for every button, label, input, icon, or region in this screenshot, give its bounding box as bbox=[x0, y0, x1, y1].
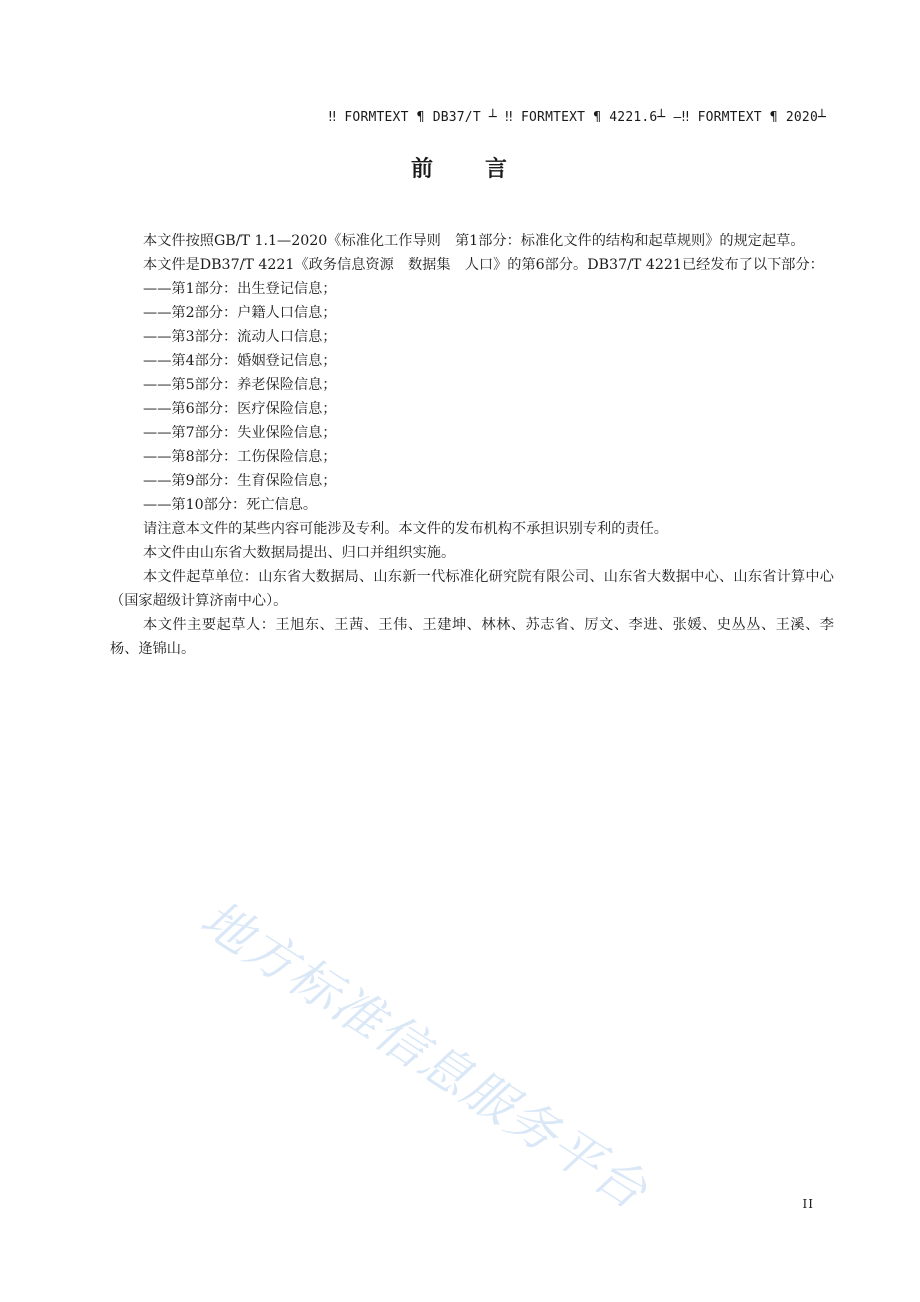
paragraph-proposer: 本文件由山东省大数据局提出、归口并组织实施。 bbox=[143, 545, 456, 561]
list-item: ——第7部分：失业保险信息； bbox=[143, 425, 337, 441]
page-number: II bbox=[802, 1197, 814, 1211]
paragraph-drafting-rules: 本文件按照GB/T 1.1—2020《标准化工作导则 第1部分：标准化文件的结构和起草规则》的规定起草。 bbox=[143, 233, 805, 249]
watermark: 地方标准信息服务平台 bbox=[190, 889, 659, 1222]
list-item: ——第9部分：生育保险信息； bbox=[143, 473, 337, 489]
title-char-2: 言 bbox=[485, 157, 510, 182]
list-item: ——第2部分：户籍人口信息； bbox=[143, 305, 337, 321]
paragraph-drafters: 本文件主要起草人：王旭东、王茜、王伟、王建坤、林林、苏志省、厉文、李进、张媛、史丛丛、王溪、李杨、逄锦山。 bbox=[110, 617, 834, 657]
list-item: ——第5部分：养老保险信息； bbox=[143, 377, 337, 393]
paragraph-drafting-units: 本文件起草单位：山东省大数据局、山东新一代标准化研究院有限公司、山东省大数据中心、山东省计算中心（国家超级计算济南中心）。 bbox=[110, 569, 834, 609]
list-item: ——第4部分：婚姻登记信息； bbox=[143, 353, 337, 369]
title-char-1: 前 bbox=[410, 157, 435, 182]
list-item: ——第1部分：出生登记信息； bbox=[143, 281, 337, 297]
list-item: ——第6部分：医疗保险信息； bbox=[143, 401, 337, 417]
list-item: ——第10部分：死亡信息。 bbox=[143, 497, 318, 513]
paragraph-series-intro: 本文件是DB37/T 4221《政务信息资源 数据集 人口》的第6部分。DB37/T 4221已经发布了以下部分： bbox=[143, 257, 824, 273]
page-title bbox=[0, 152, 920, 183]
foreword-body bbox=[110, 229, 834, 661]
paragraph-patent-notice: 请注意本文件的某些内容可能涉及专利。本文件的发布机构不承担识别专利的责任。 bbox=[143, 521, 668, 537]
document-code-header: ‼ FORMTEXT ¶ DB37/T ┴ ‼ FORMTEXT ¶ 4221.6┴ —‼ FORMTEXT ¶ 2020┴ bbox=[328, 110, 826, 125]
parts-list bbox=[110, 277, 834, 517]
list-item: ——第8部分：工伤保险信息； bbox=[143, 449, 337, 465]
list-item: ——第3部分：流动人口信息； bbox=[143, 329, 337, 345]
